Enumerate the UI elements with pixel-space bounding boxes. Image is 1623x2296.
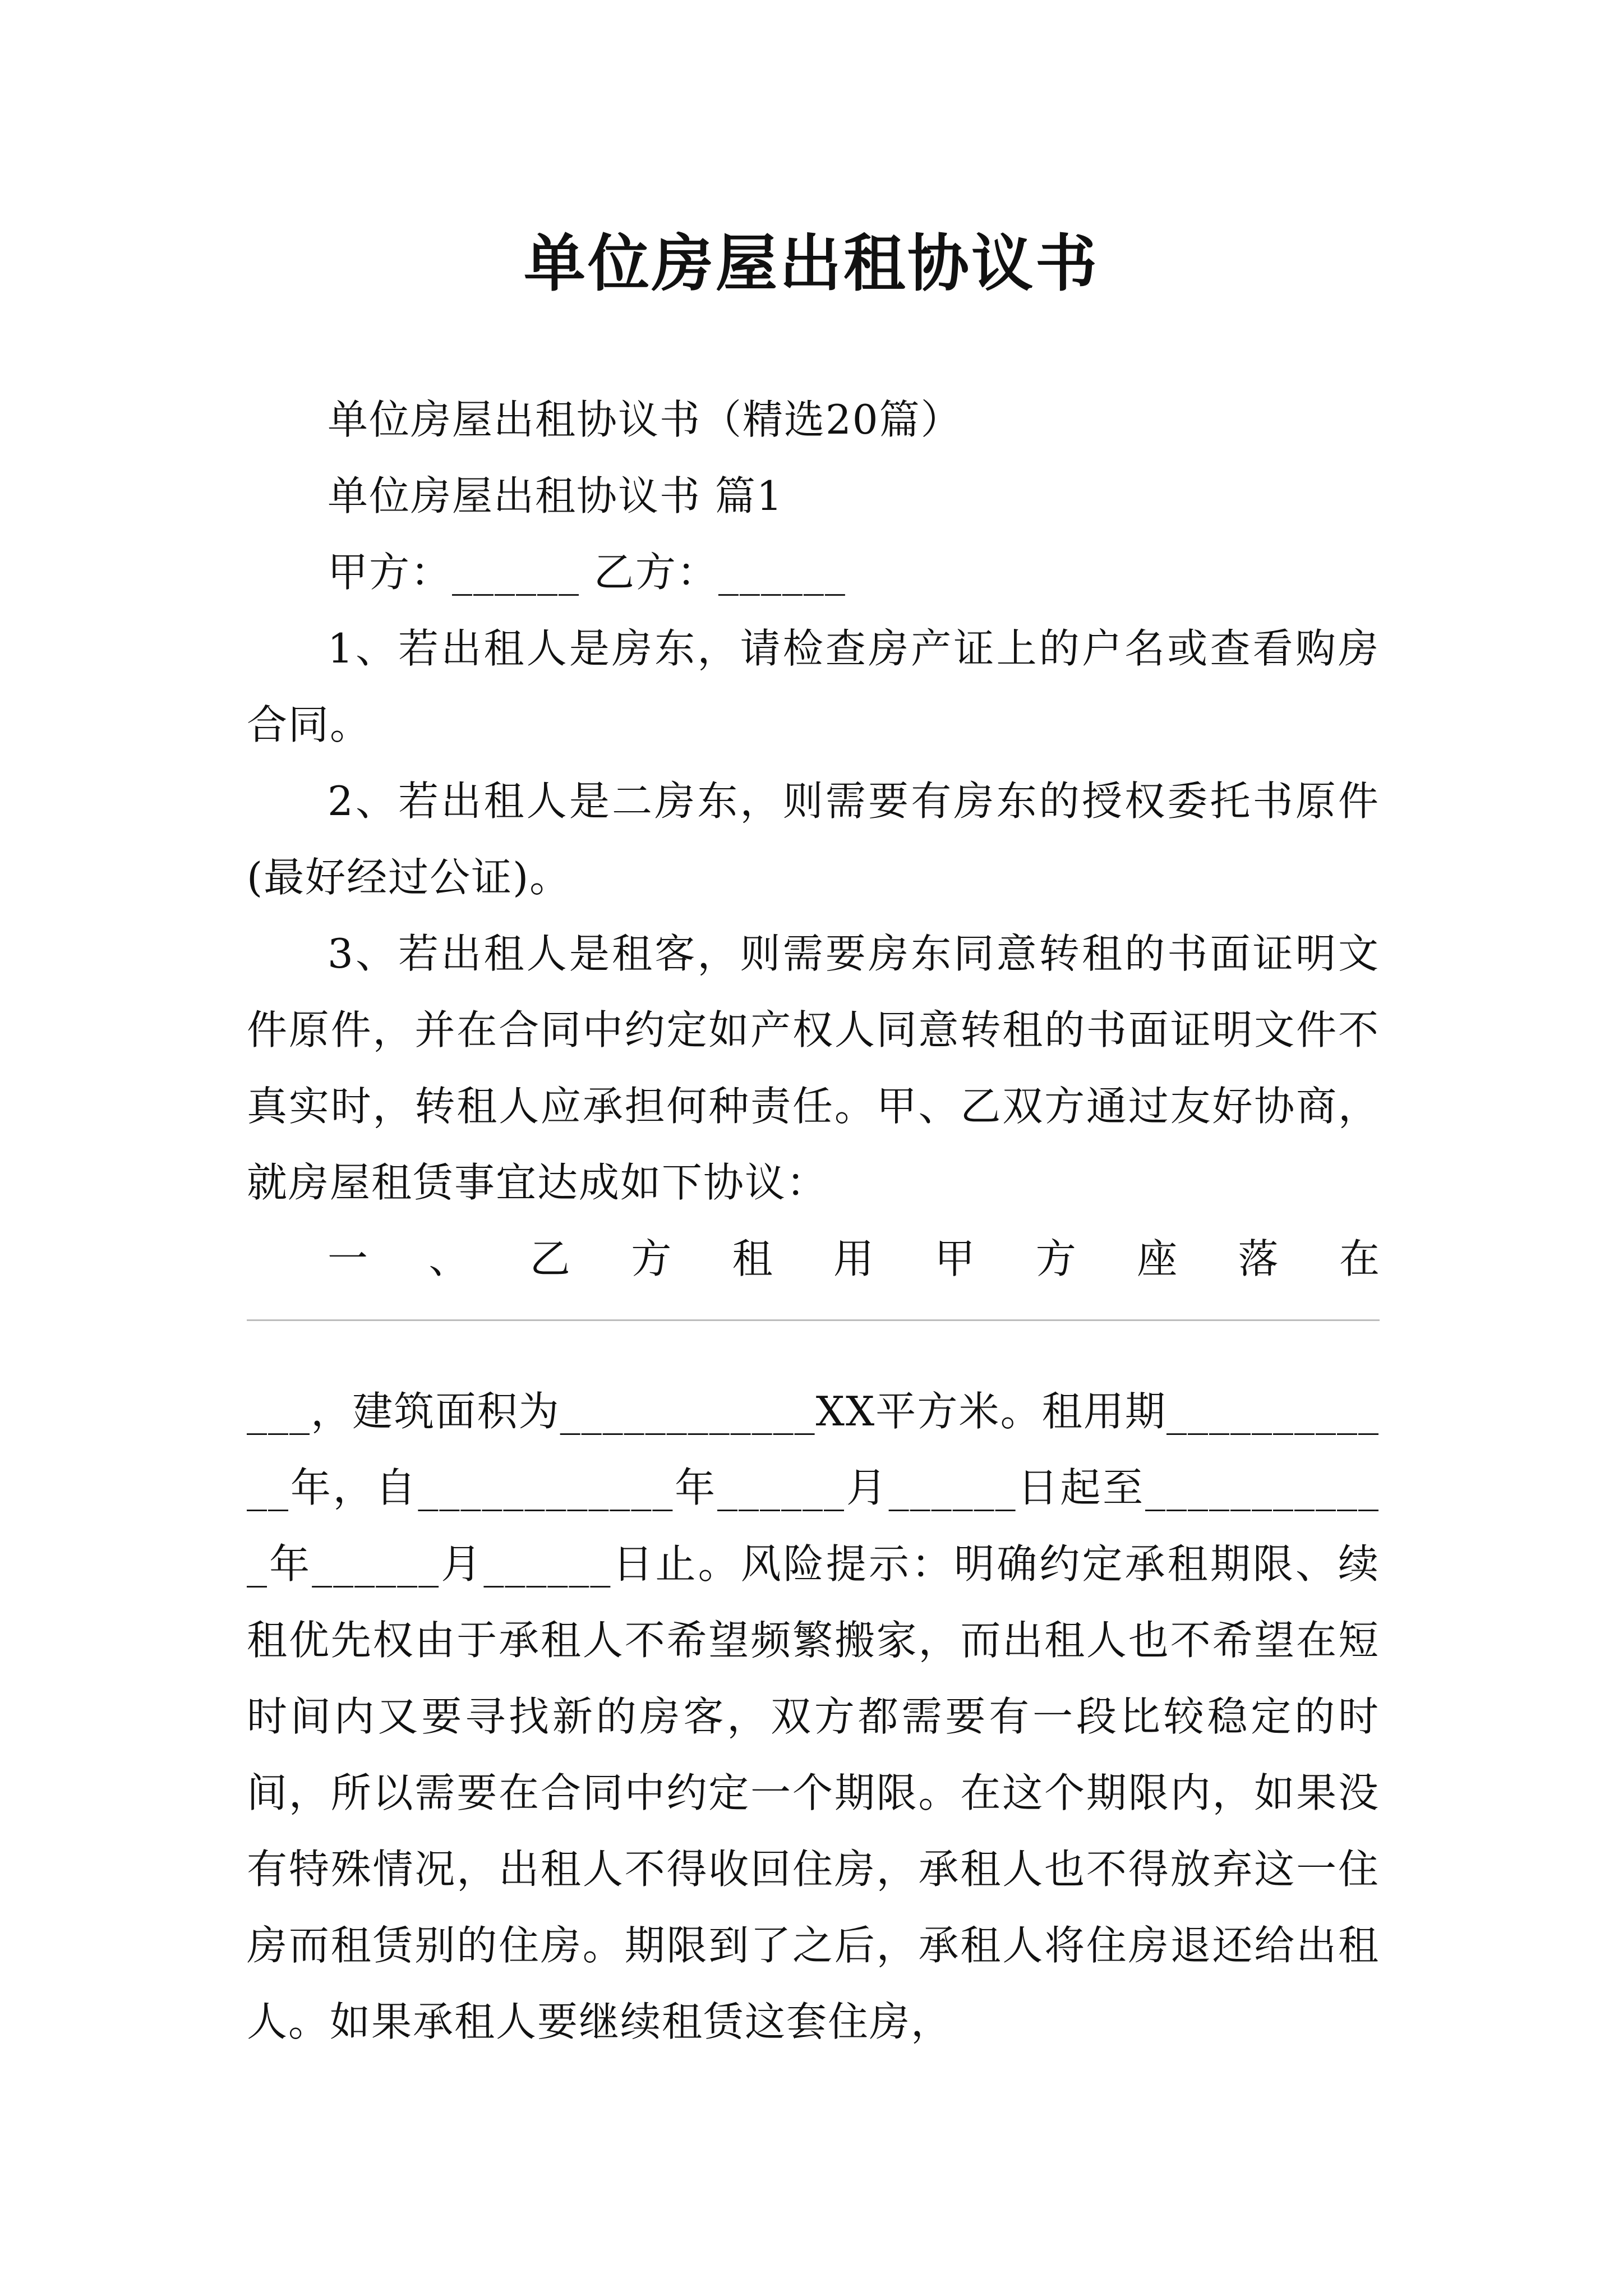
document-title: 单位房屋出租协议书 xyxy=(524,227,1099,300)
document-body xyxy=(247,381,1380,2060)
clause-2: 2、若出租人是二房东，则需要有房东的授权委托书原件(最好经过公证)。 xyxy=(247,777,1380,901)
fill-in-underline xyxy=(247,1319,1380,1321)
parties-line: 甲方：______ 乙方：______ xyxy=(328,549,846,596)
address-blank-line xyxy=(247,1297,1380,1373)
article-one-body: ___，建筑面积为____________XX平方米。租用期____________年，自____________年______月______日起至____________年______月______日止。风险提示：明确约定承租期限、续租优先权由于承租人不希望频繁搬家，而出租人也不希望在短时间内又要寻找新的房客，双方都需要有一段比较稳定的时间，所以需要在合同中约定一个期限。在这个期限内，如果没有特殊情况，出租人不得收回住房，承租人也不得放弃这一住房而租赁别的住房。期限到了之后，承租人将住房退还给出租人。如果承租人要继续租赁这套住房， xyxy=(247,1388,1380,2045)
article-one-lead: 一、乙方租用甲方座落在 xyxy=(328,1235,1380,1282)
collection-heading: 单位房屋出租协议书（精选20篇） xyxy=(328,396,962,443)
article-heading: 单位房屋出租协议书 篇1 xyxy=(328,472,783,519)
clause-3: 3、若出租人是租客，则需要房东同意转租的书面证明文件原件，并在合同中约定如产权人同意转租的书面证明文件不真实时，转租人应承担何种责任。甲、乙双方通过友好协商，就房屋租赁事宜达成如下协议： xyxy=(247,930,1380,1206)
clause-1: 1、若出租人是房东，请检查房产证上的户名或查看购房合同。 xyxy=(247,625,1380,748)
